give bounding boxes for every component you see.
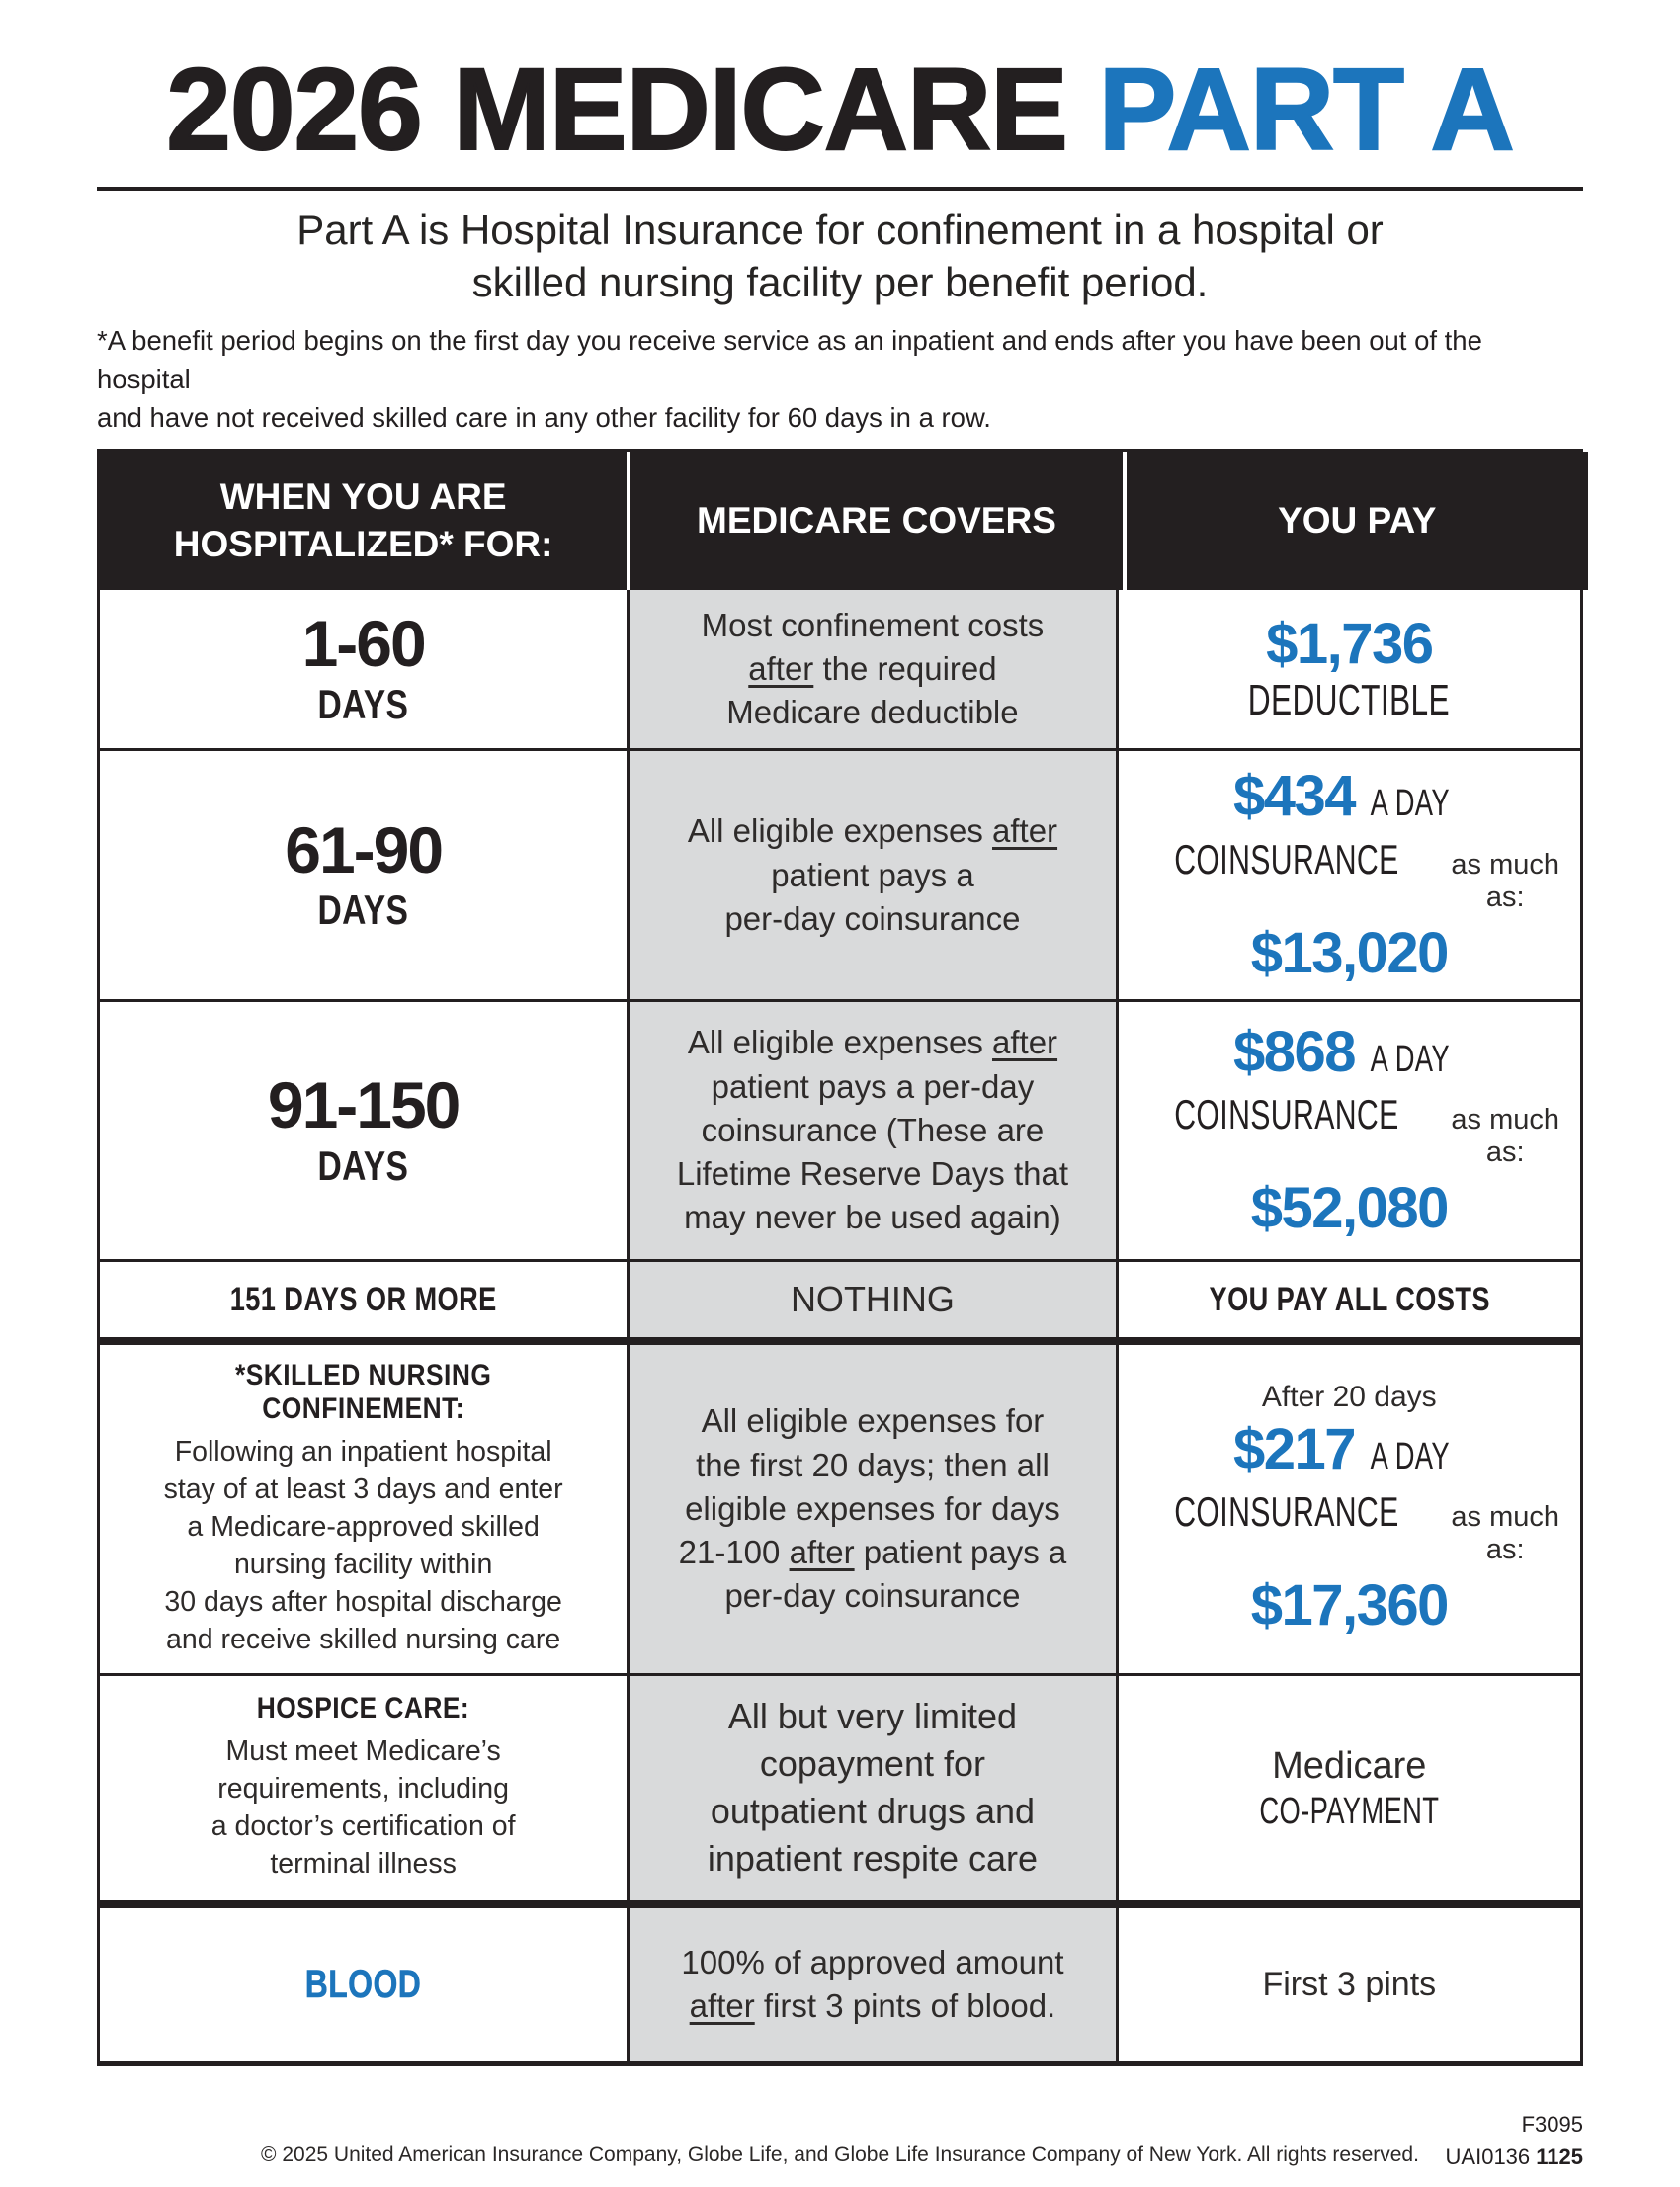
coinsurance-daily-amount: $868 xyxy=(1232,1019,1355,1084)
cell-pay-151-plus xyxy=(1119,1262,1580,1337)
coinsurance-label: COINSURANCE xyxy=(1173,836,1399,883)
cell-pay-61-90 xyxy=(1119,751,1580,999)
skilled-nursing-body: Following an inpatient hospital stay of at least 3 days and enter a Medicare-approved skilled nursing facility within 30 days after hospital discharge and receive skilled nursing care xyxy=(163,1436,563,1655)
table-row-hospice-care xyxy=(100,1676,1580,1900)
benefit-period-note-line-2: and have not received skilled care in any other facility for 60 days in a row. xyxy=(97,401,991,433)
medicare-part-a-flyer xyxy=(97,0,1583,2187)
covers-text: All but very limited copayment for outpatient drugs and inpatient respite care xyxy=(707,1695,1039,1880)
covers-text: All eligible expenses after patient pays a per-day coinsurance (These are Lifetime Reserve Days that may never be used again) xyxy=(676,1024,1069,1236)
cell-covers-91-150 xyxy=(627,1002,1118,1259)
coinsurance-daily-amount: $217 xyxy=(1232,1416,1355,1481)
table-row-skilled-nursing xyxy=(100,1345,1580,1675)
days-unit-label: DAYS xyxy=(317,886,409,934)
table-row-151-days-or-more xyxy=(100,1262,1580,1337)
table-header-row xyxy=(100,452,1580,590)
coinsurance-max-amount: $13,020 xyxy=(1250,921,1448,986)
table-row-61-90-days xyxy=(100,751,1580,1002)
days-unit-label: DAYS xyxy=(317,680,409,727)
co-payment-label: CO-PAYMENT xyxy=(1259,1791,1440,1833)
covers-text: All eligible expenses after patient pays a per-day coinsurance xyxy=(687,812,1058,937)
underlined-after: after xyxy=(992,812,1058,850)
underlined-after: after xyxy=(992,1024,1058,1061)
cell-covers-skilled-nursing xyxy=(627,1345,1118,1672)
table-row-blood xyxy=(100,1908,1580,2061)
as-much-as-label: as much as: xyxy=(1451,1104,1560,1169)
as-much-as-label: as much as: xyxy=(1451,1501,1560,1566)
column-header-hospitalized-for: WHEN YOU ARE HOSPITALIZED* FOR: xyxy=(100,452,627,590)
form-number: F3095 xyxy=(1521,2111,1583,2137)
title-divider-rule xyxy=(97,187,1583,191)
subtitle xyxy=(97,205,1583,307)
after-20-days-label: After 20 days xyxy=(1261,1380,1437,1413)
part-a-benefits-table xyxy=(97,449,1583,2066)
a-day-label: A DAY xyxy=(1370,1435,1450,1477)
cell-pay-blood xyxy=(1119,1908,1580,2061)
a-day-label: A DAY xyxy=(1370,783,1450,825)
hospice-care-body: Must meet Medicare’s requirements, including a doctor’s certification of terminal illness xyxy=(210,1735,516,1880)
cell-pay-91-150 xyxy=(1119,1002,1580,1259)
days-range: 1-60 xyxy=(301,607,425,681)
underlined-after: after xyxy=(789,1534,855,1570)
page-title-year-medicare: 2026 MEDICARE xyxy=(166,44,1067,175)
cell-covers-1-60 xyxy=(627,590,1118,749)
cell-covers-blood xyxy=(627,1908,1118,2061)
page-title-part-a: PART A xyxy=(1098,44,1514,175)
subtitle-line-2: skilled nursing facility per benefit period. xyxy=(471,258,1209,305)
as-much-as-label: as much as: xyxy=(1451,849,1560,914)
cell-skilled-nursing-description xyxy=(100,1345,627,1672)
you-pay-all-costs-label: YOU PAY ALL COSTS xyxy=(1209,1280,1490,1318)
thick-section-divider xyxy=(100,1337,1580,1345)
medicare-label: Medicare xyxy=(1272,1744,1427,1787)
cell-covers-151-plus xyxy=(627,1262,1118,1337)
deductible-label: DEDUCTIBLE xyxy=(1248,675,1451,724)
column-header-you-pay: YOU PAY xyxy=(1127,452,1588,590)
covers-text: 100% of approved amount after first 3 pints of blood. xyxy=(681,1943,1064,2025)
page-title xyxy=(97,44,1583,175)
coinsurance-max-amount: $17,360 xyxy=(1250,1573,1448,1639)
skilled-nursing-heading: *SKILLED NURSING CONFINEMENT: xyxy=(234,1359,492,1426)
cell-covers-61-90 xyxy=(627,751,1118,999)
days-range: 61-90 xyxy=(285,813,443,887)
coinsurance-daily-amount: $434 xyxy=(1232,764,1355,829)
cell-days-91-150 xyxy=(100,1002,627,1259)
blood-label: BLOOD xyxy=(304,1962,422,2006)
cell-pay-hospice xyxy=(1119,1676,1580,1900)
deductible-amount: $1,736 xyxy=(1266,612,1433,677)
underlined-after: after xyxy=(748,649,814,687)
cell-covers-hospice xyxy=(627,1676,1118,1900)
days-range: 151 DAYS OR MORE xyxy=(229,1280,497,1318)
cell-days-151-plus xyxy=(100,1262,627,1337)
thick-section-divider xyxy=(100,1900,1580,1908)
a-day-label: A DAY xyxy=(1370,1038,1450,1080)
benefit-period-note xyxy=(97,321,1583,437)
column-header-medicare-covers: MEDICARE COVERS xyxy=(630,452,1122,590)
cell-blood-label xyxy=(100,1908,627,2061)
cell-hospice-description xyxy=(100,1676,627,1900)
nothing-label: NOTHING xyxy=(790,1278,955,1319)
first-3-pints-label: First 3 pints xyxy=(1262,1965,1437,2003)
cell-pay-1-60 xyxy=(1119,590,1580,749)
underlined-after: after xyxy=(689,1987,755,2025)
cell-days-1-60 xyxy=(100,590,627,749)
cell-pay-skilled-nursing xyxy=(1119,1345,1580,1672)
subtitle-line-1: Part A is Hospital Insurance for confinement in a hospital or xyxy=(296,207,1384,254)
copyright-notice: © 2025 United American Insurance Company, Globe Life, and Globe Life Insurance Company of New York. All rights reserved. xyxy=(261,2143,1419,2166)
coinsurance-label: COINSURANCE xyxy=(1173,1091,1399,1138)
covers-text: Most confinement costs after the required Medicare deductible xyxy=(701,606,1045,731)
table-row-91-150-days xyxy=(100,1002,1580,1262)
hospice-care-heading: HOSPICE CARE: xyxy=(256,1692,470,1725)
table-row-1-60-days xyxy=(100,590,1580,752)
days-range: 91-150 xyxy=(267,1068,460,1142)
document-code: UAI0136 1125 xyxy=(1445,2144,1583,2169)
days-unit-label: DAYS xyxy=(317,1141,409,1189)
coinsurance-label: COINSURANCE xyxy=(1173,1488,1399,1536)
coinsurance-max-amount: $52,080 xyxy=(1250,1176,1448,1241)
covers-text: All eligible expenses for the first 20 days; then all eligible expenses for days 21-100 after patient pays a per-day coinsurance xyxy=(678,1402,1067,1615)
benefit-period-note-line-1: *A benefit period begins on the first day you receive service as an inpatient and ends after you have been out of the hospital xyxy=(97,324,1482,394)
cell-days-61-90 xyxy=(100,751,627,999)
page-footer xyxy=(97,2108,1583,2187)
